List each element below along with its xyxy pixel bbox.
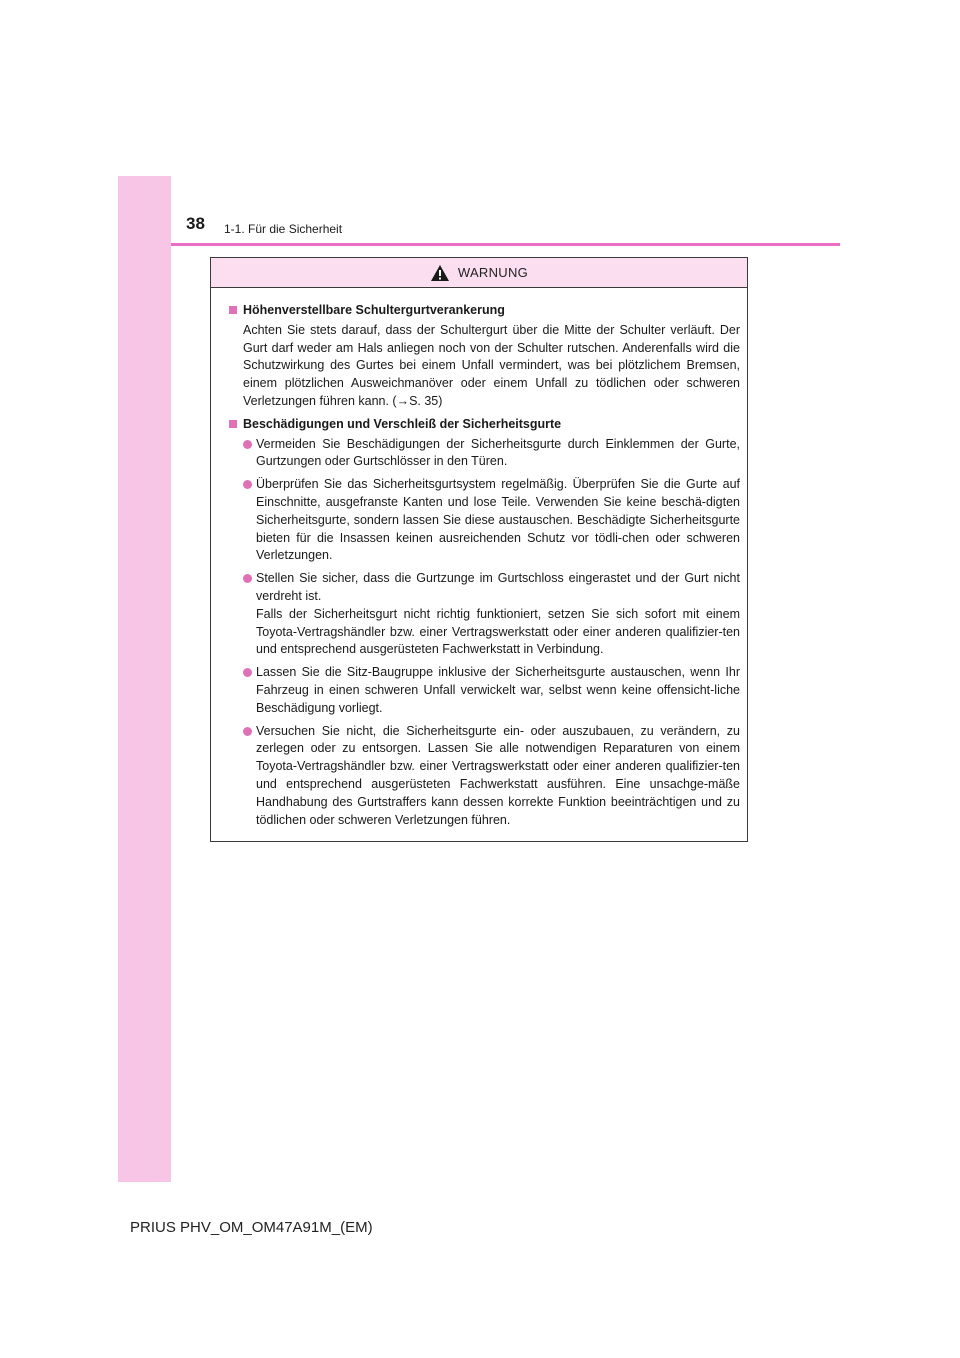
topic-heading <box>229 302 740 320</box>
header-rule <box>171 243 840 246</box>
list-item <box>243 664 740 717</box>
side-tab-band <box>118 176 171 1182</box>
section-title: 1-1. Für die Sicherheit <box>224 222 343 236</box>
list-item <box>243 436 740 472</box>
list-item-text: Überprüfen Sie das Sicherheitsgurtsystem regelmäßig. Überprüfen Sie die Gurte auf Einschnitte, ausgefranste Kanten und lose Teile. Verwenden Sie keine beschä-digten Sicherheitsgurte, sondern lassen Sie diese austauschen. Beschädigte Sicherheitsgurte bieten für die Insassen keinen ausreichenden Schutz vor tödli-chen oder schweren Verletzungen. <box>256 477 740 563</box>
topic-title: Beschädigungen und Verschleiß der Sicherheitsgurte <box>243 416 562 431</box>
list-item-text <box>256 570 740 659</box>
square-bullet-icon <box>229 306 237 314</box>
topic-title: Höhenverstellbare Schultergurtverankerung <box>243 303 505 317</box>
list-item-line: Stellen Sie sicher, dass die Gurtzunge im Gurtschloss eingerastet und der Gurt nicht verdreht ist. <box>256 571 740 603</box>
square-bullet-icon <box>229 420 237 428</box>
warning-header <box>211 258 747 288</box>
list-item-continuation: Falls der Sicherheitsgurt nicht richtig funktioniert, setzen Sie sich sofort mit einem Toyota-Vertragshändler bzw. einer Vertragswerkstatt oder einer anderen qualifizier-ten und entsprechend ausgerüsteten Fachwerkstatt in Verbindung. <box>256 606 740 657</box>
circle-bullet-icon <box>243 668 252 677</box>
page-number: 38 <box>186 214 205 233</box>
circle-bullet-icon <box>243 727 252 736</box>
list-item-text: Versuchen Sie nicht, die Sicherheitsgurte ein- oder auszubauen, zu verändern, zu zerlegen oder zu entsorgen. Lassen Sie alle notwendigen Reparaturen von einem Toyota-Vertragshändler bzw. einer Vertragswerkstatt oder einer anderen qualifizier-ten und entsprechend ausgerüsteten Fachwerkstatt ausführen. Eine unsachge-mäße Handhabung des Gurtstraffers kann dessen korrekte Funktion beeinträchtigen und zu tödlichen oder schweren Verletzungen führen. <box>256 723 740 827</box>
warning-box <box>210 257 748 842</box>
list-item-text: Vermeiden Sie Beschädigungen der Sicherheitsgurte durch Einklemmen der Gurte, Gurtzungen oder Gurtschlösser in den Türen. <box>256 436 740 469</box>
circle-bullet-icon <box>243 440 252 449</box>
circle-bullet-icon <box>243 480 252 489</box>
paragraph: Achten Sie stets darauf, dass der Schultergurt über die Mitte der Schulter verläuft. Der Gurt darf weder am Hals anliegen noch von der Schulter rutschen. Anderenfalls wird die Schutzwirkung des Gurtes bei einem Unfall vermindert, was bei plötzlichem Bremsen, einem plötzlichen Ausweichmanöver oder einem Unfall zu tödlichen oder schweren Verletzungen führen kann. (→S. 35) <box>243 322 740 408</box>
list-item-text: Lassen Sie die Sitz-Baugruppe inklusive der Sicherheitsgurte austauschen, wenn Ihr Fahrzeug in einen schweren Unfall verwickelt war, selbst wenn keine offensicht-liche Beschädigung vorliegt. <box>256 665 740 715</box>
warning-triangle-icon <box>430 264 450 282</box>
list-item <box>243 570 740 659</box>
warning-body <box>211 288 747 829</box>
warning-label: WARNUNG <box>457 265 529 280</box>
document-code: PRIUS PHV_OM_OM47A91M_(EM) <box>130 1219 373 1236</box>
list-item <box>243 723 740 830</box>
topic-heading <box>229 416 740 434</box>
list-item <box>243 476 740 565</box>
circle-bullet-icon <box>243 574 252 583</box>
